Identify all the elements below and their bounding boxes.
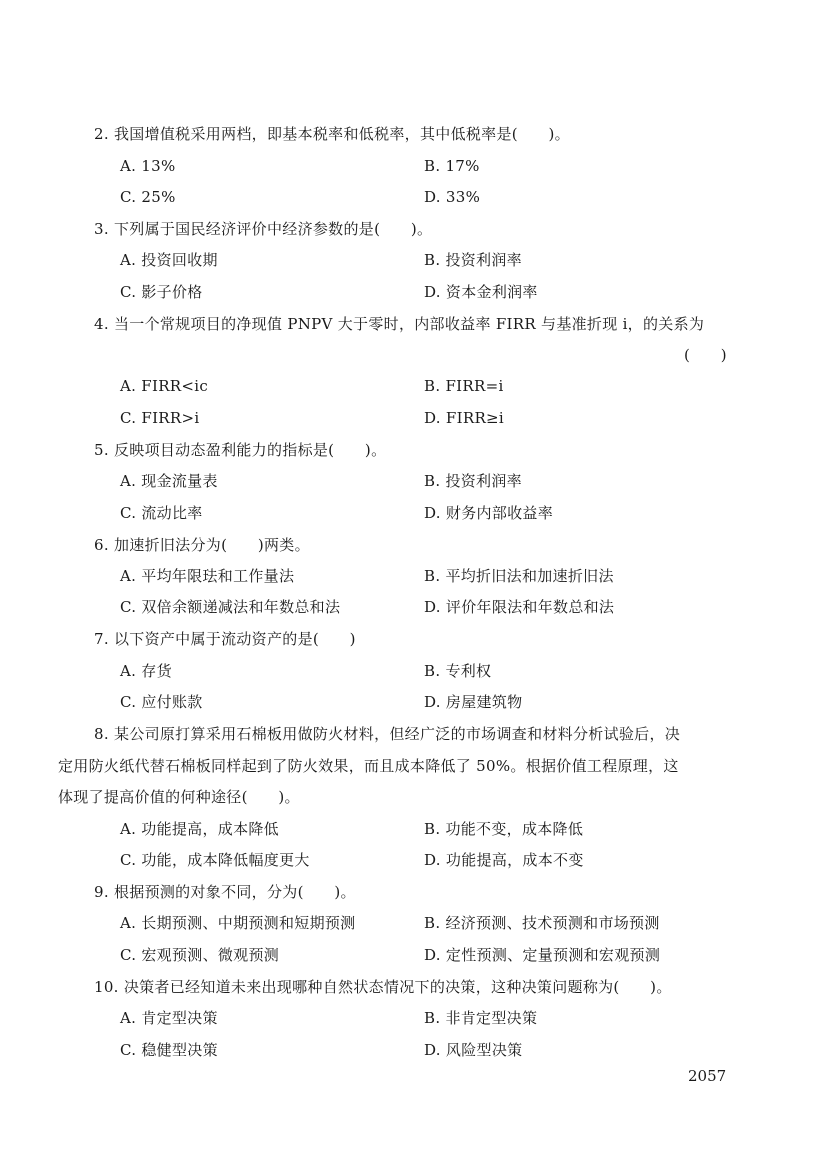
question-7-stem: 7. 以下资产中属于流动资产的是( ) bbox=[94, 630, 356, 648]
q10-option-a: A. 肯定型决策 bbox=[120, 1009, 218, 1027]
q4-option-c: C. FIRR>i bbox=[120, 409, 200, 427]
q6-option-d: D. 评价年限法和年数总和法 bbox=[424, 598, 615, 616]
q2-option-d: D. 33% bbox=[424, 188, 481, 206]
question-8-stem-line-2: 定用防火纸代替石棉板同样起到了防火效果，而且成本降低了 50%。根据价值工程原理，这 bbox=[58, 757, 679, 775]
q3-option-b: B. 投资利润率 bbox=[424, 251, 522, 269]
question-3-stem: 3. 下列属于国民经济评价中经济参数的是( )。 bbox=[94, 220, 433, 238]
q7-option-d: D. 房屋建筑物 bbox=[424, 693, 523, 711]
q9-option-b: B. 经济预测、技术预测和市场预测 bbox=[424, 914, 660, 932]
q9-option-d: D. 定性预测、定量预测和宏观预测 bbox=[424, 946, 661, 964]
q5-option-d: D. 财务内部收益率 bbox=[424, 504, 554, 522]
q7-option-a: A. 存货 bbox=[120, 662, 172, 680]
q8-option-b: B. 功能不变，成本降低 bbox=[424, 820, 584, 838]
q6-option-b: B. 平均折旧法和加速折旧法 bbox=[424, 567, 614, 585]
question-4-answer-paren: ( ) bbox=[684, 346, 727, 364]
q3-option-c: C. 影子价格 bbox=[120, 283, 203, 301]
question-8-stem-line-3: 体现了提高价值的何种途径( )。 bbox=[58, 788, 300, 806]
q4-option-a: A. FIRR<ic bbox=[120, 377, 209, 395]
q6-option-c: C. 双倍余额递减法和年数总和法 bbox=[120, 598, 341, 616]
q10-option-c: C. 稳健型决策 bbox=[120, 1041, 218, 1059]
q3-option-a: A. 投资回收期 bbox=[120, 251, 218, 269]
question-9-stem: 9. 根据预测的对象不同，分为( )。 bbox=[94, 883, 356, 901]
question-4-stem: 4. 当一个常规项目的净现值 PNPV 大于零时，内部收益率 FIRR 与基准折现 i，的关系为 bbox=[94, 315, 705, 333]
question-10-stem: 10. 决策者已经知道未来出现哪种自然状态情况下的决策，这种决策问题称为( )。 bbox=[94, 978, 672, 996]
q9-option-a: A. 长期预测、中期预测和短期预测 bbox=[120, 914, 356, 932]
q4-option-b: B. FIRR=i bbox=[424, 377, 504, 395]
q2-option-c: C. 25% bbox=[120, 188, 176, 206]
q10-option-b: B. 非肯定型决策 bbox=[424, 1009, 538, 1027]
q8-option-c: C. 功能，成本降低幅度更大 bbox=[120, 851, 310, 869]
q7-option-c: C. 应付账款 bbox=[120, 693, 203, 711]
q5-option-b: B. 投资利润率 bbox=[424, 472, 522, 490]
q5-option-c: C. 流动比率 bbox=[120, 504, 203, 522]
q10-option-d: D. 风险型决策 bbox=[424, 1041, 523, 1059]
q6-option-a: A. 平均年限珐和工作量法 bbox=[120, 567, 295, 585]
q2-option-a: A. 13% bbox=[120, 157, 176, 175]
question-2-stem: 2. 我国增值税采用两档，即基本税率和低税率，其中低税率是( )。 bbox=[94, 125, 570, 143]
q5-option-a: A. 现金流量表 bbox=[120, 472, 218, 490]
page-number: 2057 bbox=[688, 1067, 727, 1085]
q8-option-a: A. 功能提高，成本降低 bbox=[120, 820, 279, 838]
q2-option-b: B. 17% bbox=[424, 157, 480, 175]
q3-option-d: D. 资本金利润率 bbox=[424, 283, 538, 301]
q4-option-d: D. FIRR≥i bbox=[424, 409, 505, 427]
q7-option-b: B. 专利权 bbox=[424, 662, 492, 680]
question-6-stem: 6. 加速折旧法分为( )两类。 bbox=[94, 536, 310, 554]
question-5-stem: 5. 反映项目动态盈利能力的指标是( )。 bbox=[94, 441, 387, 459]
question-8-stem-line-1: 8. 某公司原打算采用石棉板用做防火材料，但经广泛的市场调查和材料分析试验后，决 bbox=[94, 725, 681, 743]
q8-option-d: D. 功能提高，成本不变 bbox=[424, 851, 584, 869]
q9-option-c: C. 宏观预测、微观预测 bbox=[120, 946, 280, 964]
